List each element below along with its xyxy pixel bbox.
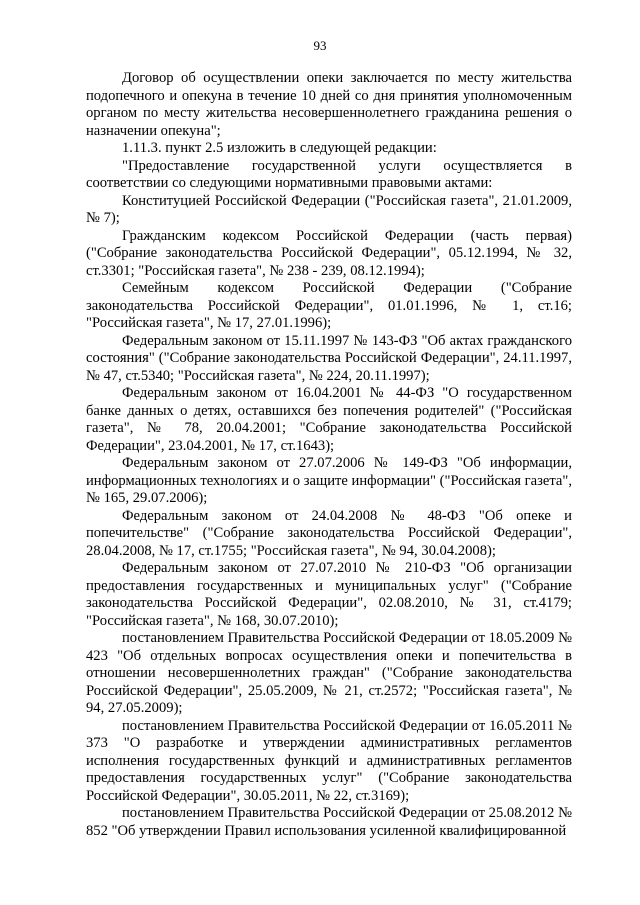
paragraph-constitution: Конституцией Российской Федерации ("Российская газета", 21.01.2009, № 7); xyxy=(86,192,572,226)
paragraph-clause-1-11-3: 1.11.3. пункт 2.5 изложить в следующей редакции: xyxy=(122,140,437,156)
paragraph-law-143-fz: Федеральным законом от 15.11.1997 № 143-ФЗ "Об актах гражданского состояния" ("Собрание законодательства Российской Федерации", 24.11.1997, № 47, ст.5340; "Российская газета", № 224, 20.11.1997); xyxy=(86,332,572,384)
paragraph-resolution-423: постановлением Правительства Российской Федерации от 18.05.2009 № 423 "Об отдельных вопросах осуществления опеки и попечительства в отношении несовершеннолетних граждан" ("Собрание законодательства Российской Федерации", 25.05.2009, № 21, ст.2572; "Российская газета", № 94, 27.05.2009); xyxy=(86,630,572,716)
paragraph-law-210-fz: Федеральным законом от 27.07.2010 № 210-ФЗ "Об организации предоставления государственных и муниципальных услуг" ("Собрание законодательства Российской Федерации", 02.08.2010, № 31, ст.4179; "Российская газета", № 168, 30.07.2010); xyxy=(86,560,572,629)
paragraph-guardianship-agreement: Договор об осуществлении опеки заключается по месту жительства подопечного и опекуна в течение 10 дней со дня принятия уполномоченным органом по месту жительства несовершеннолетнего гражданина решения о назначении опекуна"; xyxy=(86,70,572,139)
paragraph-law-149-fz: Федеральным законом от 27.07.2006 № 149-ФЗ "Об информации, информационных технологиях и о защите информации" ("Российская газета", № 165, 29.07.2006); xyxy=(86,455,572,506)
paragraph-resolution-373: постановлением Правительства Российской Федерации от 16.05.2011 № 373 "О разработке и утверждении административных регламентов исполнения государственных функций и административных регламентов предоставления государственных услуг" ("Собрание законодательства Российской Федерации", 30.05.2011, № 22, ст.3169); xyxy=(86,717,572,804)
paragraph-resolution-852: постановлением Правительства Российской Федерации от 25.08.2012 № 852 "Об утверждении Правил использования усиленной квалифицированной xyxy=(86,805,572,839)
paragraph-law-44-fz: Федеральным законом от 16.04.2001 № 44-ФЗ "О государственном банке данных о детях, оставшихся без попечения родителей" ("Российская газета", № 78, 20.04.2001; "Собрание законодательства Российской Федерации", 23.04.2001, № 17, ст.1643); xyxy=(86,385,572,454)
document-body xyxy=(86,70,572,840)
paragraph-legal-basis-intro: "Предоставление государственной услуги осуществляется в соответствии со следующими нормативными правовыми актами: xyxy=(86,157,572,191)
paragraph-law-48-fz: Федеральным законом от 24.04.2008 № 48-ФЗ "Об опеке и попечительстве" ("Собрание законодательства Российской Федерации", 28.04.2008, № 17, ст.1755; "Российская газета", № 94, 30.04.2008); xyxy=(86,507,572,559)
page-number: 93 xyxy=(313,38,327,53)
paragraph-civil-code: Гражданским кодексом Российской Федерации (часть первая) ("Собрание законодательства Российской Федерации", 05.12.1994, № 32, ст.3301; "Российская газета", № 238 - 239, 08.12.1994); xyxy=(86,227,572,279)
paragraph-family-code: Семейным кодексом Российской Федерации ("Собрание законодательства Российской Федерации", 01.01.1996, № 1, ст.16; "Российская газета", № 17, 27.01.1996); xyxy=(86,280,572,331)
